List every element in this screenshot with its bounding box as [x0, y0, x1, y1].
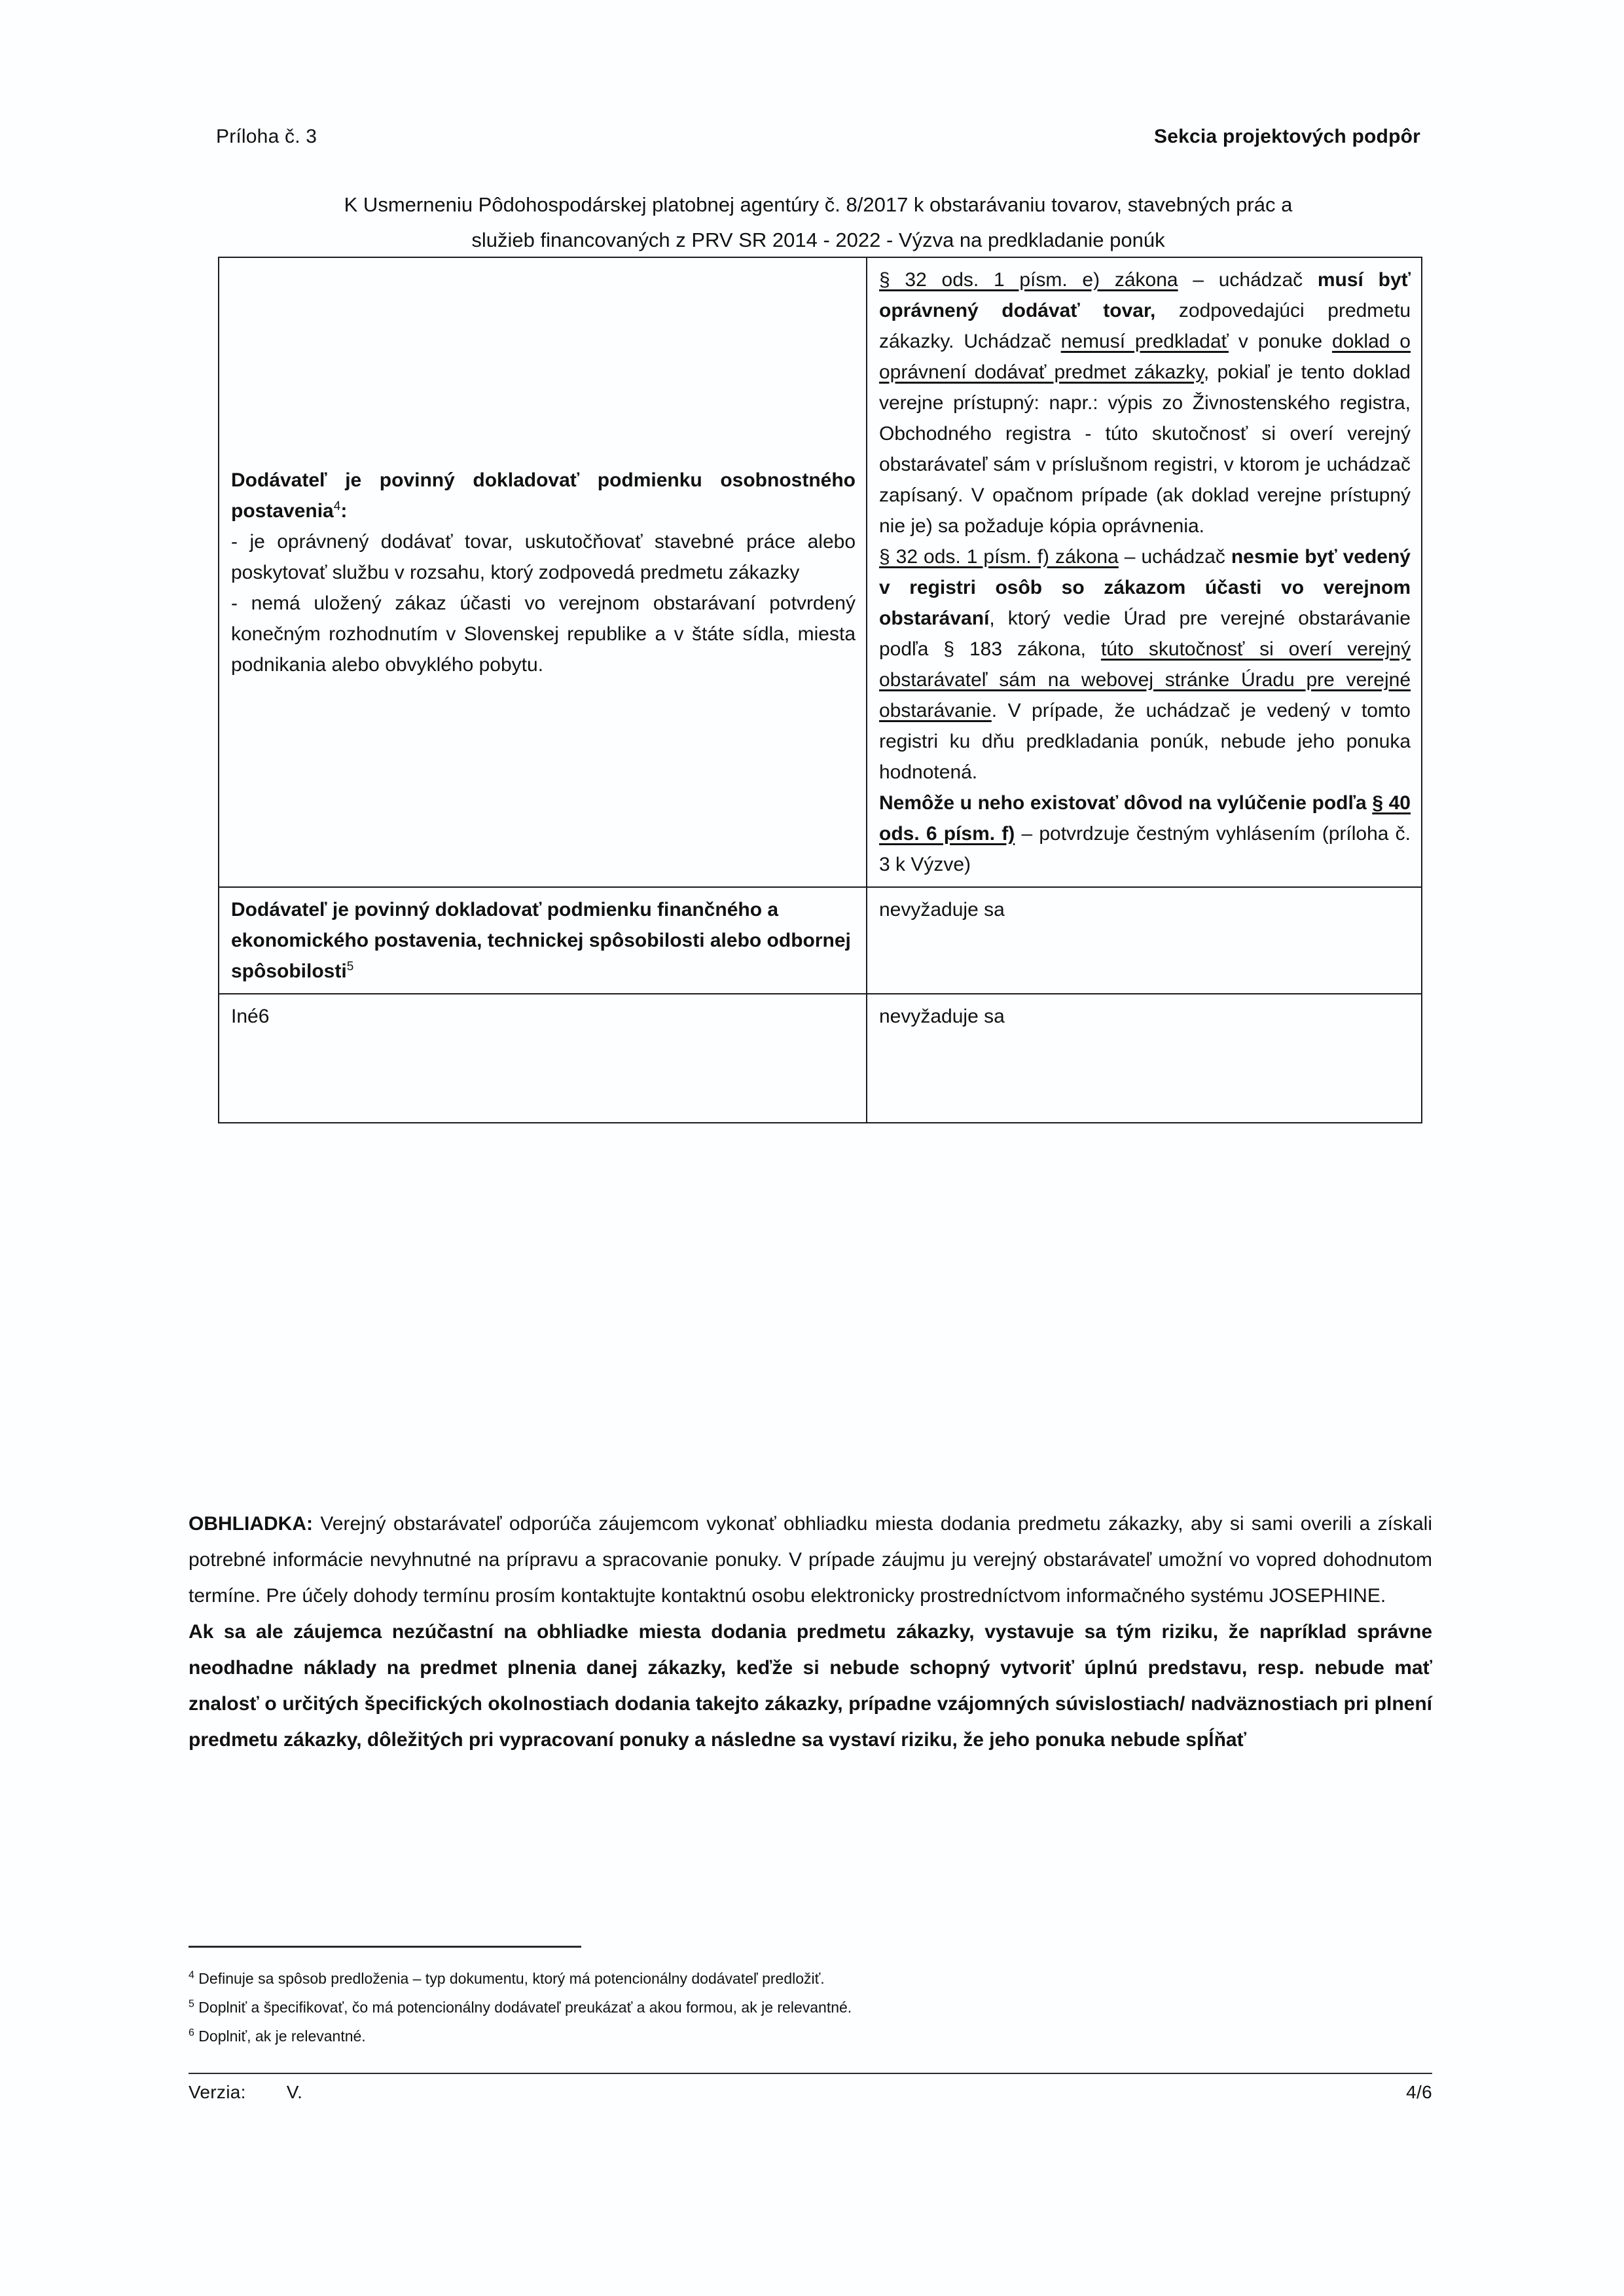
evidence-paragraph-2 [879, 541, 1411, 788]
cell-personal-standing-requirement [219, 257, 867, 887]
site-visit-text: Verejný obstarávateľ odporúča záujemcom vykonať obhliadku miesta dodania predmetu zákazky, aby si sami overili a získali potrebné informácie nevyhnutné na prípravu a spracovanie ponuky. V prípade záujmu ju verejný obstarávateľ umožní vo vopred dohodnutom termíne. Pre účely dohody termínu prosím kontaktujte kontaktnú osobu elektronicky prostredníctvom informačného systému JOSEPHINE. [189, 1513, 1432, 1607]
evidence-p1-rest-2: v ponuke [1228, 331, 1333, 352]
footnotes-block [189, 1964, 1432, 2050]
footer-version [189, 2082, 302, 2103]
personal-standing-bullet-1: - je oprávnený dodávať tovar, uskutočňovať stavebné práce alebo poskytovať službu v rozsahu, ktorý zodpovedá predmetu zákazky [231, 530, 856, 583]
table-row [219, 887, 1422, 994]
site-visit-risk-paragraph: Ak sa ale záujemca nezúčastní na obhliadke miesta dodania predmetu zákazky, vystavuje sa tým riziku, že napríklad správne neodhadne náklady na predmet plnenia danej zákazky, keďže si nebude schopný vytvoriť úplnú predstavu, resp. nebude mať znalosť o určitých špecifických okolnostiach dodania takejto zákazky, prípadne vzájomných súvislostiach/ nadväznostiach pri plnení predmetu zákazky, dôležitých pri vypracovaní ponuky a následne sa vystaví riziku, že jeho ponuka nebude spĺňať [189, 1621, 1432, 1751]
personal-standing-heading-text: Dodávateľ je povinný dokladovať podmienku osobnostného postavenia [231, 469, 856, 522]
other-value-text: nevyžaduje sa [879, 1006, 1005, 1027]
table-row [219, 257, 1422, 887]
footnote-item [189, 2022, 1432, 2050]
site-visit-paragraph [189, 1506, 1432, 1614]
personal-standing-bullet-2: - nemá uložený zákaz účasti vo verejnom obstarávaní potvrdený konečným rozhodnutím v Slovenskej republike a v štáte sídla, miesta podnikania alebo obvyklého pobytu. [231, 592, 856, 676]
evidence-p2-dash: – uchádzač [1118, 546, 1231, 568]
footer-version-label: Verzia: [189, 2082, 246, 2102]
footnote-text: Doplniť, ak je relevantné. [198, 2028, 366, 2045]
footnote-item [189, 1993, 1432, 2022]
cell-financial-capacity-value [867, 887, 1422, 994]
personal-standing-heading [231, 465, 856, 526]
footnote-number: 4 [189, 1969, 194, 1981]
other-heading-text: Iné [231, 1006, 259, 1027]
evidence-p2-bold: nesmie byť vedený v registri osôb so zákazom účasti vo verejnom obstarávaní [879, 546, 1411, 629]
evidence-p1-underline-1: nemusí predkladať [1060, 331, 1229, 352]
footnote-marker-6: 6 [258, 1006, 270, 1027]
title-line-2: služieb financovaných z PRV SR 2014 - 2022 - Výzva na predkladanie ponúk [471, 228, 1165, 251]
footnote-marker-4: 4 [333, 499, 341, 513]
financial-capacity-value-text: nevyžaduje sa [879, 899, 1005, 920]
table-row [219, 994, 1422, 1123]
footnote-text: Definuje sa spôsob predloženia – typ dokumentu, ktorý má potencionálny dodávateľ predložiť. [198, 1970, 825, 1987]
personal-standing-heading-colon: : [340, 500, 348, 522]
site-visit-label: OBHLIADKA: [189, 1513, 313, 1535]
cell-personal-standing-evidence [867, 257, 1422, 887]
evidence-p3-dash: – [1015, 823, 1033, 845]
title-line-1: K Usmerneniu Pôdohospodárskej platobnej agentúry č. 8/2017 k obstarávaniu tovarov, stavebných prác a [344, 193, 1293, 216]
document-title [157, 187, 1479, 258]
evidence-paragraph-3 [879, 788, 1411, 880]
page-footer [189, 2082, 1432, 2103]
evidence-p2-rest-1: , ktorý vedie Úrad pre verejné obstarávanie podľa § 183 zákona, [879, 608, 1411, 660]
evidence-p1-rest-1: zodpovedajúci predmetu zákazky. Uchádzač [879, 300, 1411, 352]
evidence-p1-dash: – uchádzač [1178, 269, 1318, 291]
footnote-separator [189, 1946, 581, 1948]
evidence-p3-bold-1: Nemôže u neho existovať dôvod na vylúčenie podľa [879, 792, 1373, 814]
other-heading [231, 1001, 856, 1032]
evidence-p1-underline-2: doklad o oprávnení dodávať predmet zákazky [879, 331, 1411, 383]
law-ref-32-1-e: § 32 ods. 1 písm. e) zákona [879, 269, 1178, 291]
law-ref-40-6-f: § 40 ods. 6 písm. f) [879, 792, 1411, 845]
evidence-p2-underline-1: túto skutočnosť si overí verejný obstarávateľ sám na webovej stránke Úradu pre verejné obstarávanie [879, 638, 1411, 721]
law-ref-32-1-f: § 32 ods. 1 písm. f) zákona [879, 546, 1119, 568]
header-department-label: Sekcia projektových podpôr [1154, 126, 1420, 147]
financial-capacity-heading-text: Dodávateľ je povinný dokladovať podmienku finančného a ekonomického postavenia, technickej spôsobilosti alebo odbornej spôsobilosti [231, 899, 851, 982]
evidence-p3-rest: potvrdzuje čestným vyhlásením (príloha č. 3 k Výzve) [879, 823, 1411, 875]
footnote-number: 6 [189, 2027, 194, 2039]
footnote-marker-5: 5 [346, 960, 354, 974]
evidence-p1-bold: musí byť oprávnený dodávať tovar, [879, 269, 1411, 321]
evidence-p1-rest-3: , pokiaľ je tento doklad verejne prístupný: napr.: výpis zo Živnostenského registra, Obchodného registra - túto skutočnosť si overí verejný obstarávateľ sám v príslušnom registri, v ktorom je uchádzač zapísaný. V opačnom prípade (ak doklad verejne prístupný nie je) sa požaduje kópia oprávnenia. [879, 361, 1411, 537]
cell-financial-capacity-requirement [219, 887, 867, 994]
header-annex-label: Príloha č. 3 [216, 126, 317, 147]
footer-page-number: 4/6 [1406, 2082, 1432, 2102]
cell-other-requirement [219, 994, 867, 1123]
footer-separator [189, 2073, 1432, 2074]
evidence-paragraph-1 [879, 264, 1411, 541]
cell-other-value [867, 994, 1422, 1123]
footer-version-value: V. [286, 2082, 303, 2102]
page-header [216, 126, 1420, 148]
site-visit-section [189, 1506, 1432, 1758]
footnote-item [189, 1964, 1432, 1993]
footnote-text: Doplniť a špecifikovať, čo má potencionálny dodávateľ preukázať a akou formou, ak je relevantné. [198, 1999, 852, 2016]
requirements-table [218, 257, 1422, 1123]
footnote-number: 5 [189, 1998, 194, 2010]
evidence-p2-rest-2: . V prípade, že uchádzač je vedený v tomto registri ku dňu predkladania ponúk, nebude jeho ponuka hodnotená. [879, 700, 1411, 783]
financial-capacity-heading [231, 894, 856, 987]
